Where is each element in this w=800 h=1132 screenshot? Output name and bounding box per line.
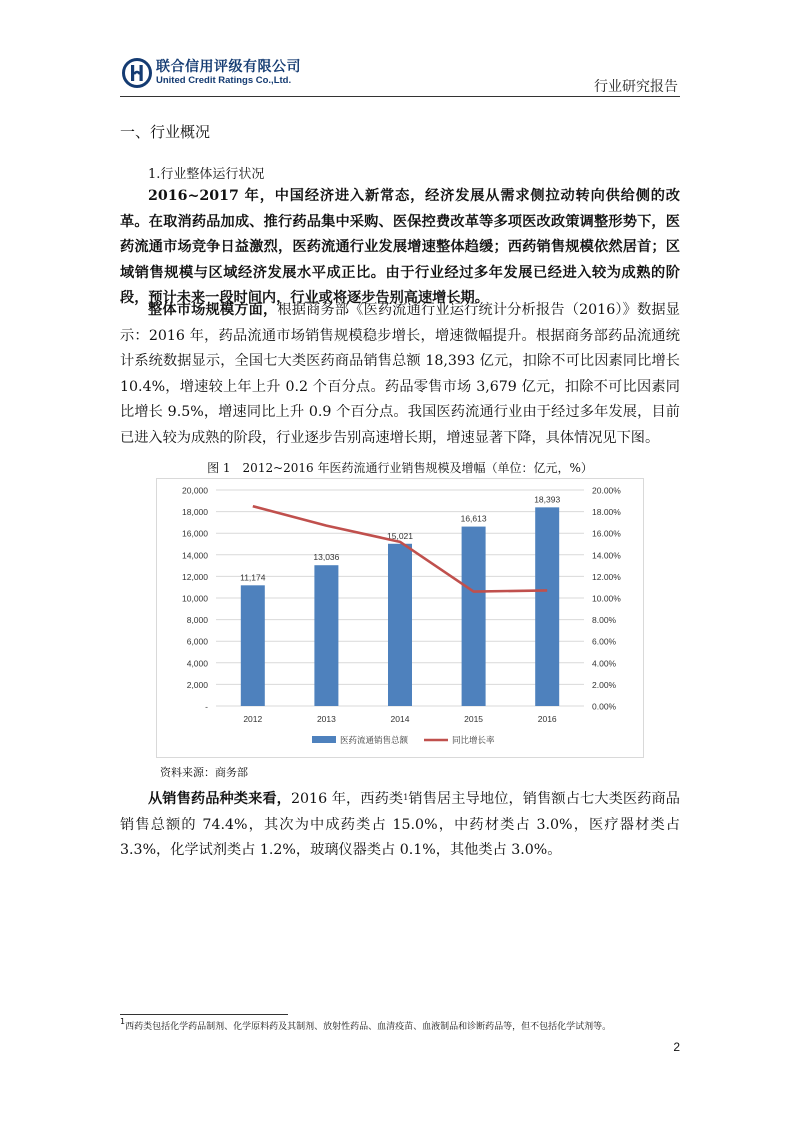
left-axis-tick-label: 2,000: [186, 679, 208, 690]
left-axis-tick-label: 4,000: [186, 658, 208, 669]
sales-growth-chart: [156, 478, 644, 758]
left-axis-tick-label: 16,000: [182, 528, 208, 539]
footnote-text: 西药类包括化学药品制剂、化学原料药及其制剂、放射性药品、血清疫苗、血液制品和诊断药品等，但不包括化学试剂等。: [125, 1022, 612, 1032]
x-axis-tick-label: 2012: [243, 714, 263, 724]
footnote: [120, 1019, 611, 1032]
paragraph-body: 2016 年，西药类: [290, 791, 404, 807]
company-name-cn: 联合信用评级有限公司: [156, 59, 301, 75]
left-axis-tick-label: 6,000: [186, 636, 208, 647]
right-axis-tick-label: 10.00%: [592, 593, 621, 604]
footnote-mark: 1: [120, 1017, 126, 1026]
figure-caption: 图 1 2012~2016 年医药流通行业销售规模及增幅（单位：亿元，%）: [207, 461, 593, 475]
bar-value-label: 13,036: [313, 552, 340, 563]
left-axis-tick-label: 14,000: [182, 550, 208, 561]
left-axis-tick-label: -: [205, 701, 208, 712]
x-axis-tick-label: 2013: [316, 714, 336, 724]
chart-bar: [462, 527, 486, 706]
right-axis-tick-label: 16.00%: [592, 528, 621, 539]
right-axis-tick-label: 4.00%: [592, 658, 617, 669]
header-divider: [120, 96, 680, 97]
bar-value-label: 16,613: [460, 513, 487, 524]
right-axis-tick-label: 8.00%: [592, 615, 617, 626]
figure-source: 资料来源：商务部: [160, 766, 248, 779]
company-logo-icon: [122, 58, 152, 88]
paragraph-lead: 整体市场规模方面，: [148, 302, 278, 318]
right-axis-tick-label: 20.00%: [592, 485, 621, 496]
right-axis-tick-label: 2.00%: [592, 679, 617, 690]
right-axis-tick-label: 18.00%: [592, 507, 621, 518]
right-axis-tick-label: 14.00%: [592, 550, 621, 561]
chart-bar: [535, 507, 559, 706]
legend-swatch-sales: [312, 736, 336, 743]
company-name-en: United Credit Ratings Co.,Ltd.: [156, 75, 292, 86]
report-type-label: 行业研究报告: [594, 79, 678, 95]
page-number: 2: [673, 1040, 680, 1054]
paragraph-product-types: [120, 787, 680, 864]
right-axis-tick-label: 0.00%: [592, 701, 617, 712]
left-axis-tick-label: 18,000: [182, 507, 208, 518]
x-axis-tick-label: 2015: [464, 714, 484, 724]
bar-value-label: 18,393: [534, 494, 561, 505]
chart-bar: [314, 565, 338, 706]
footnote-reference[interactable]: 1: [403, 793, 409, 802]
paragraph-market-size: [120, 298, 680, 451]
footnote-divider: [120, 1014, 288, 1015]
right-axis-tick-label: 6.00%: [592, 636, 617, 647]
subsection-heading: 1.行业整体运行状况: [148, 167, 265, 182]
left-axis-tick-label: 20,000: [182, 485, 208, 496]
paragraph-lead: 从销售药品种类来看，: [148, 791, 291, 807]
bar-value-label: 11,174: [240, 572, 266, 583]
left-axis-tick-label: 10,000: [182, 593, 208, 604]
bar-value-label: 15,021: [387, 530, 413, 541]
legend-label-sales: 医药流通销售总额: [340, 736, 409, 746]
legend-label-growth: 同比增长率: [452, 736, 495, 746]
left-axis-tick-label: 12,000: [182, 571, 208, 582]
chart-bar: [241, 585, 265, 706]
left-axis-tick-label: 8,000: [186, 615, 208, 626]
paragraph-body: 销售居主导地位，销售额占七大类医药商品销售总额的 74.4%，其次为中成药类占 15.0%，中药材类占 3.0%，医疗器材类占 3.3%，化学试剂类占 1.2%，玻璃仪器类占 0.1%，其他类占 3.0%。: [120, 791, 680, 858]
x-axis-tick-label: 2014: [390, 714, 410, 724]
right-axis-tick-label: 12.00%: [592, 571, 621, 582]
paragraph-industry-summary: 2016~2017 年，中国经济进入新常态，经济发展从需求侧拉动转向供给侧的改革。在取消药品加成、推行药品集中采购、医保控费改革等多项医改政策调整形势下，医药流通市场竞争日益激烈，医药流通行业发展增速整体趋缓；西药销售规模依然居首；区域销售规模与区域经济发展水平成正比。由于行业经过多年发展已经进入较为成熟的阶段，预计未来一段时间内，行业或将逐步告别高速增长期。: [120, 188, 680, 306]
section-heading: 一、行业概况: [120, 123, 211, 141]
chart-bar: [388, 544, 412, 706]
paragraph-body: 根据商务部《医药流通行业运行统计分析报告（2016）》数据显示：2016 年，药品流通市场销售规模稳步增长，增速微幅提升。根据商务部药品流通统计系统数据显示，全国七大类医药商品销售总额 18,393 亿元，扣除不可比因素同比增长 10.4%，增速较上年上升 0.2 个百分点。药品零售市场 3,679 亿元，扣除不可比因素同比增长 9.5%，增速同比上升 0.9 个百分点。我国医药流通行业由于经过多年发展，目前已进入较为成熟的阶段，行业逐步告别高速增长期，增速显著下降，具体情况见下图。: [120, 302, 680, 446]
x-axis-tick-label: 2016: [537, 714, 557, 724]
